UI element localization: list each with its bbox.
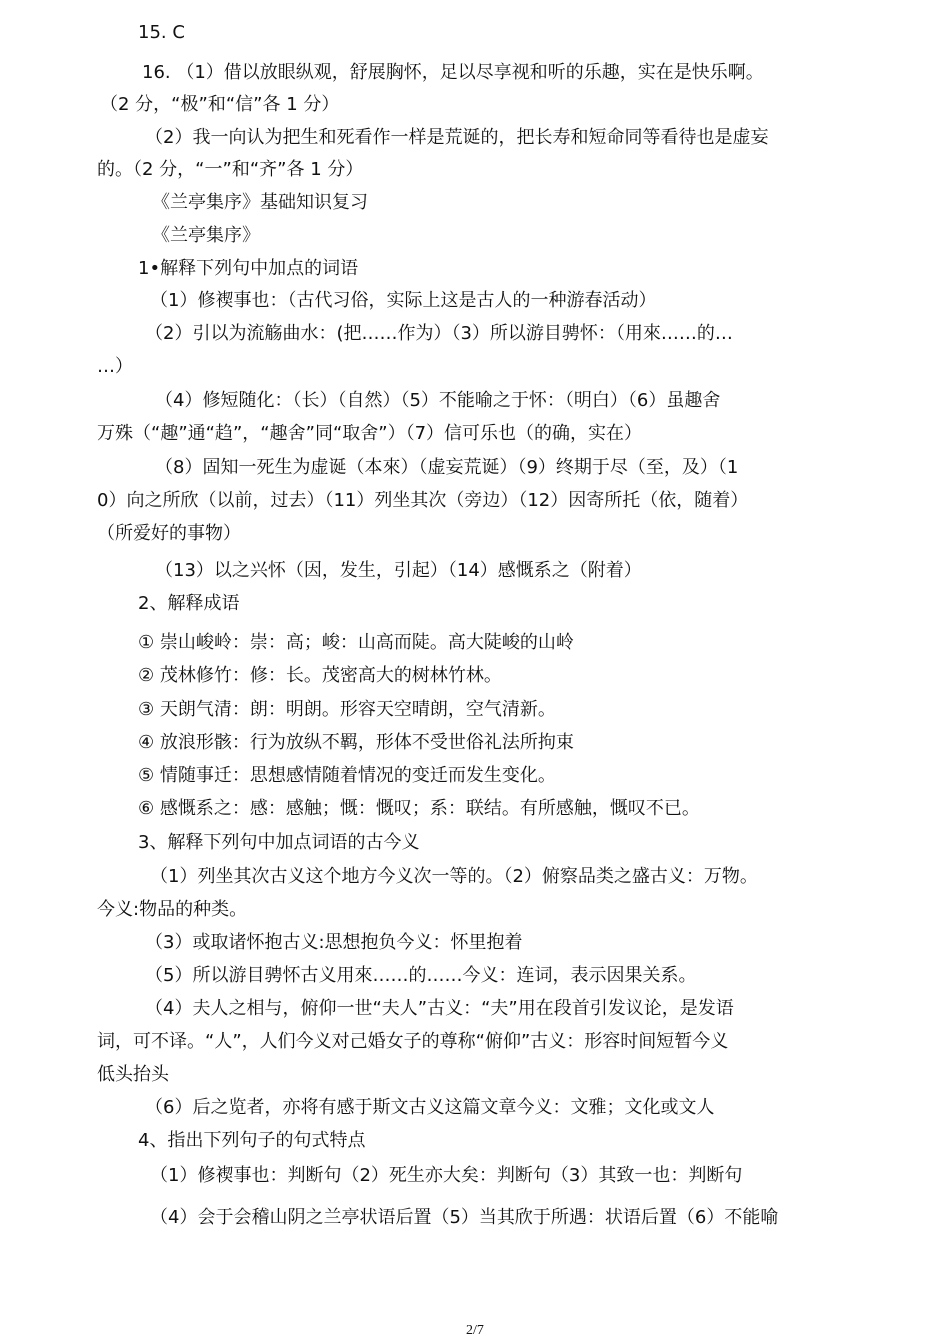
text-line: （13）以之兴怀（因，发生，引起）（14）感慨系之（附着） [155,560,642,581]
page-number: 2/7 [466,1323,484,1338]
text-line: （1）列坐其次古义这个地方今义次一等的。（2）俯察品类之盛古义：万物。 [150,866,758,887]
list-item: ③ 天朗气清：朗：明朗。形容天空晴朗，空气清新。 [138,699,556,720]
list-item: ⑥ 感慨系之：感：感触；慨：慨叹；系：联结。有所感触，慨叹不已。 [138,798,700,819]
text-line: 万殊（“趣”通“趋”，“趣舍”同“取舍”）（7）信可乐也（的确，实在） [97,423,643,444]
text-line: （所爱好的事物） [97,523,241,544]
list-item: ⑤ 情随事迁：思想感情随着情况的变迁而发生变化。 [138,765,556,786]
text-line: 1•解释下列句中加点的词语 [138,258,359,279]
list-item: ④ 放浪形骸：行为放纵不羁，形体不受世俗礼法所拘束 [138,732,574,753]
text-line: 今义:物品的种类。 [97,899,248,920]
text-line: 低头抬头 [97,1064,169,1085]
text-line: （5）所以游目骋怀古义用來……的……今义：连词，表示因果关系。 [145,965,697,986]
text-line: 15. C [138,22,185,43]
section-heading: 4、指出下列句子的句式特点 [138,1130,366,1151]
list-item: ① 崇山峻岭：崇：高；峻：山高而陡。高大陡峻的山岭 [138,632,574,653]
text-line: （1）修褉事也：判断句（2）死生亦大矣：判断句（3）其致一也：判断句 [150,1165,743,1186]
text-line: （4）会于会稽山阴之兰亭状语后置（5）当其欣于所遇：状语后置（6）不能喻 [150,1207,779,1228]
text-line: 0）向之所欣（以前，过去）（11）列坐其次（旁边）（12）因寄所托（依，随着） [97,490,749,511]
text-line: （2 分，“极”和“信”各 1 分） [100,94,340,115]
section-heading: 2、解释成语 [138,593,240,614]
text-line: （3）或取诸怀抱古义:思想抱负今义：怀里抱着 [145,932,523,953]
section-heading: 3、解释下列句中加点词语的古今义 [138,832,420,853]
text-line: …） [97,356,133,377]
text-line: （4）夫人之相与，俯仰一世“夫人”古义：“夫”用在段首引发议论，是发语 [145,998,734,1019]
text-line: （1）修褉事也：（古代习俗，实际上这是古人的一种游春活动） [150,290,657,311]
text-line: （8）固知一死生为虚诞（本來）（虚妄荒诞）（9）终期于尽（至，及）（1 [155,457,739,478]
list-item: ② 茂林修竹：修：长。茂密高大的树林竹林。 [138,665,502,686]
text-line: 《兰亭集序》 [152,225,260,246]
text-line: （2）引以为流觞曲水：(把……作为）（3）所以游目骋怀：（用來……的… [145,323,733,344]
text-line: 的。（2 分，“一”和“齐”各 1 分） [97,159,364,180]
text-line: （6）后之览者，亦将有感于斯文古义这篇文章今义：文雅；文化或文人 [145,1097,715,1118]
text-line: （4）修短随化：（长）（自然）（5）不能喻之于怀：（明白）（6）虽趣舍 [155,390,721,411]
text-line: 词，可不译。“人”，人们今义对己婚女子的尊称“俯仰”古义：形容时间短暂今义 [97,1031,729,1052]
text-line: 16. （1）借以放眼纵观，舒展胸怀，足以尽享视和听的乐趣，实在是快乐啊。 [142,62,764,83]
text-line: 《兰亭集序》基础知识复习 [152,192,368,213]
text-line: （2）我一向认为把生和死看作一样是荒诞的，把长寿和短命同等看待也是虚妄 [145,127,769,148]
